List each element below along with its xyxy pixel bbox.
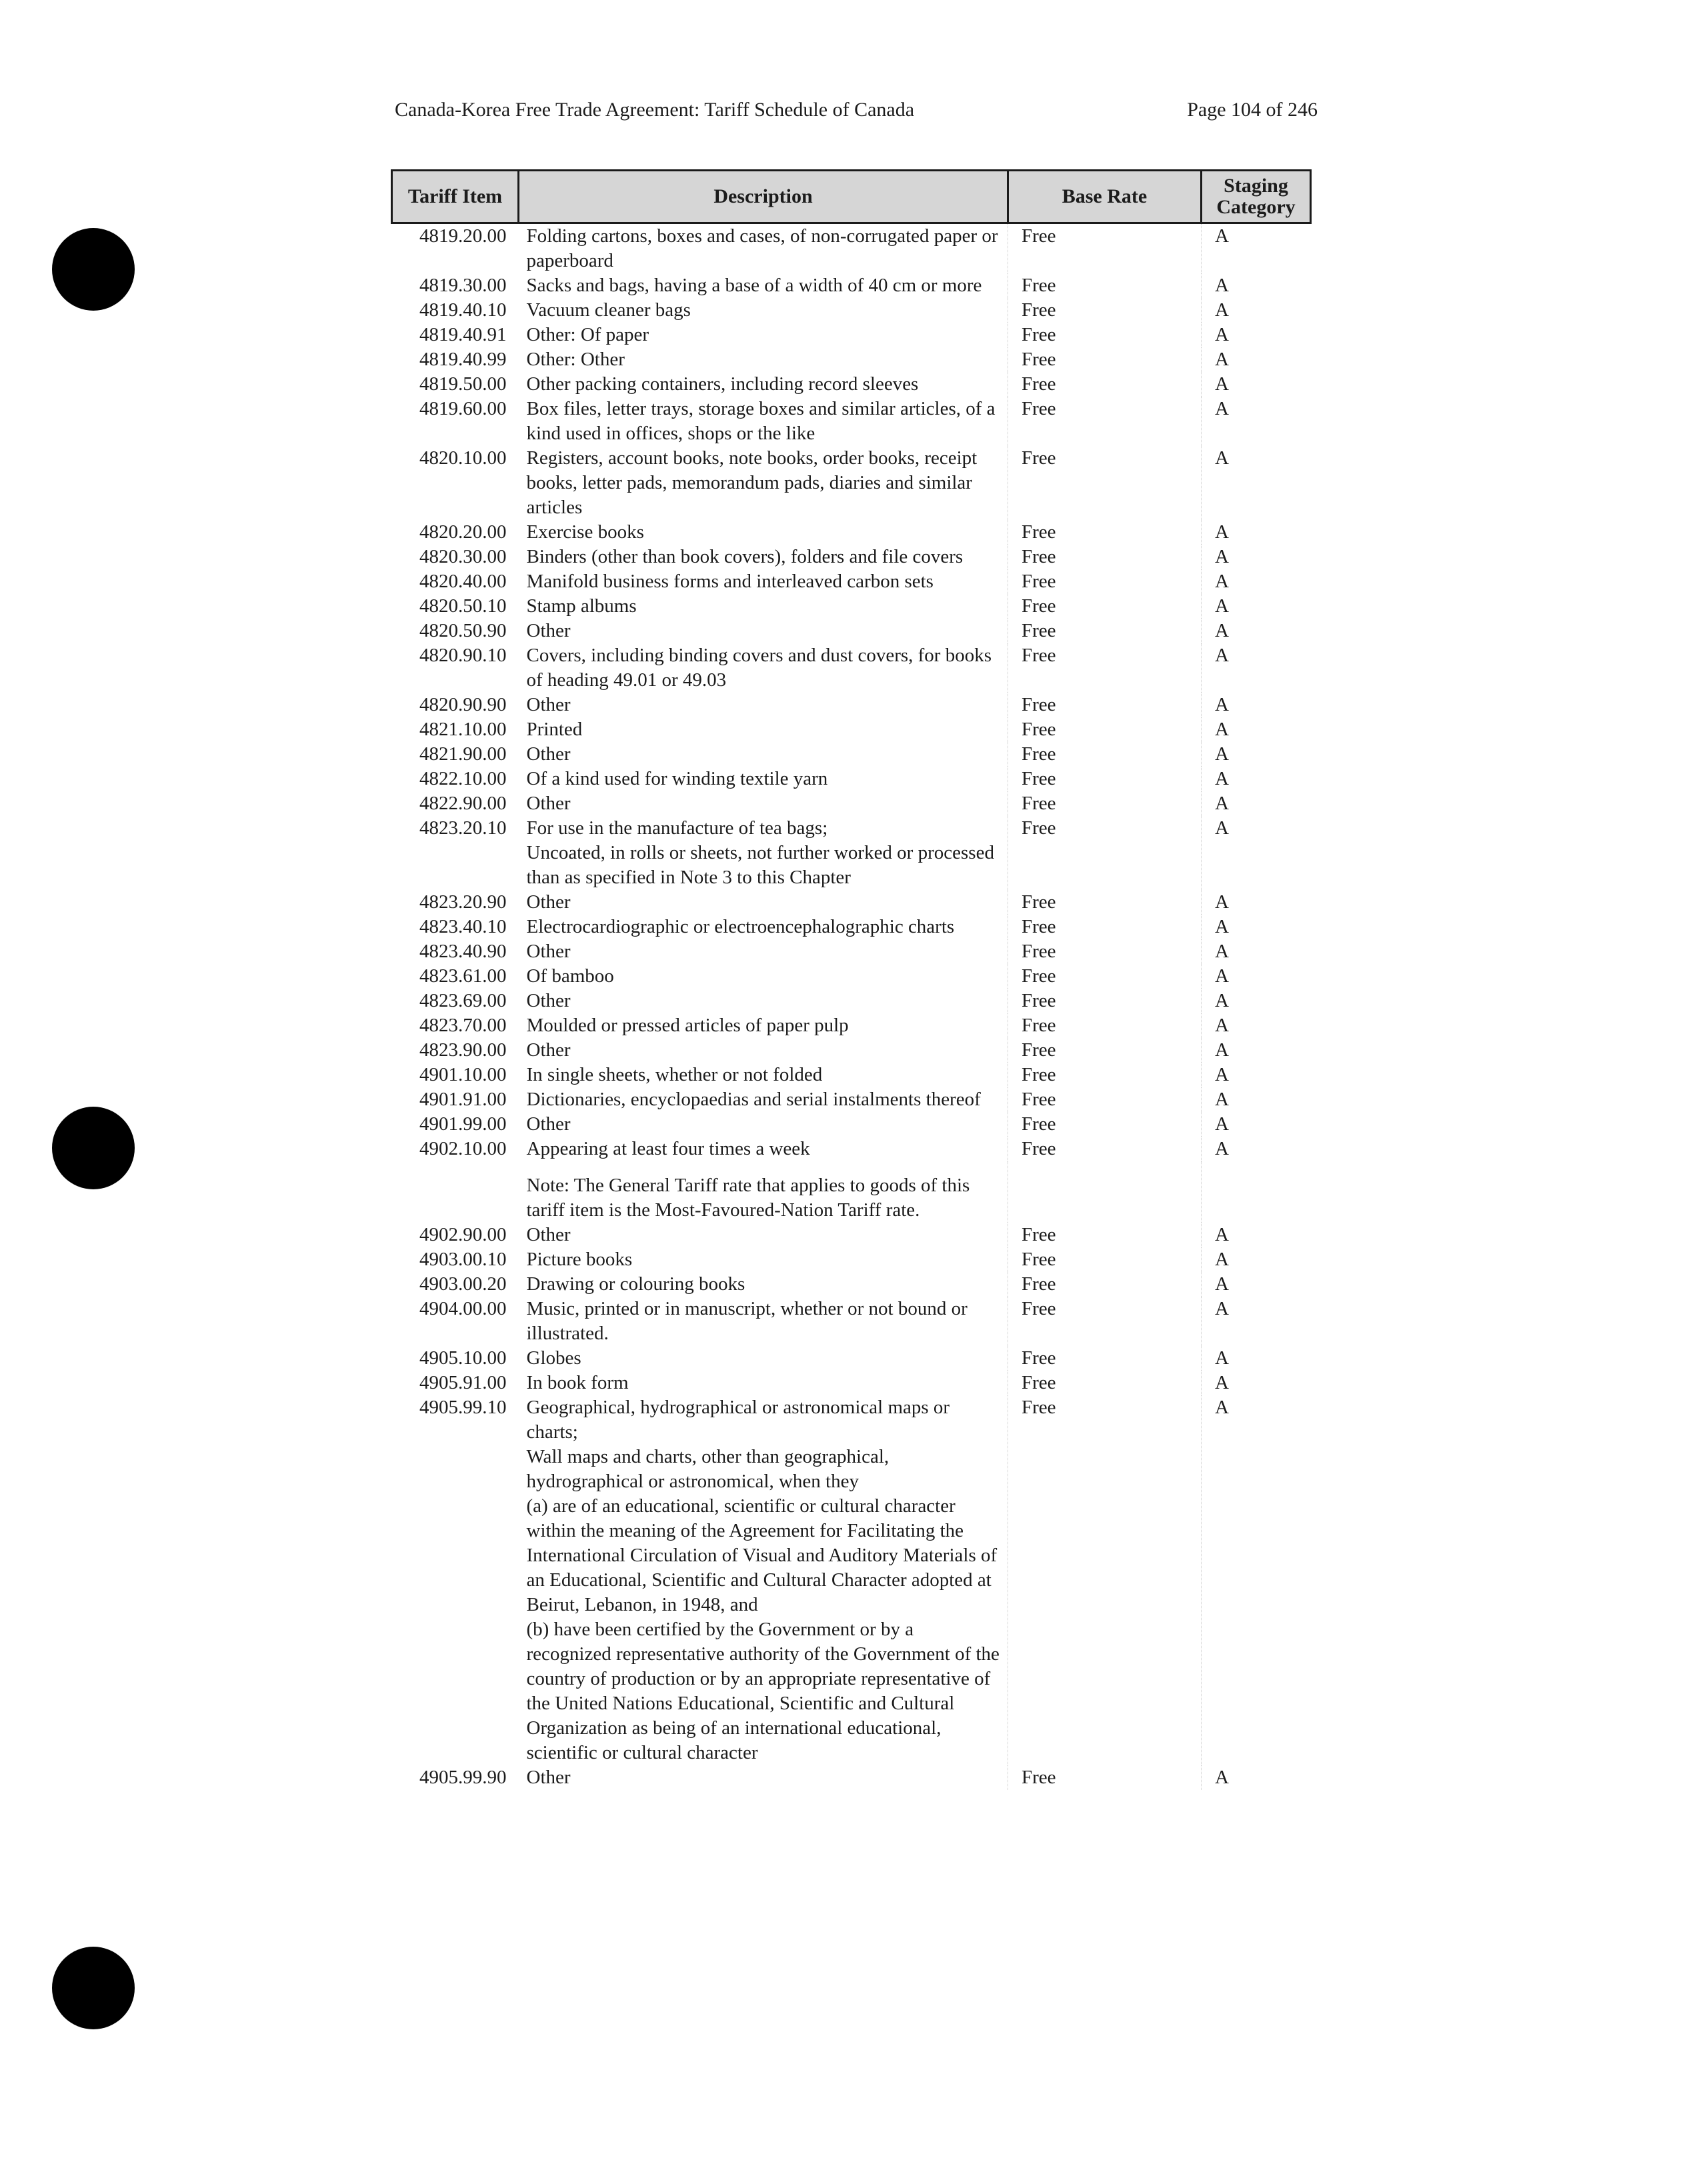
tariff-item-cell: 4820.30.00: [419, 546, 507, 567]
tariff-item-cell: 4820.90.90: [419, 694, 507, 715]
description-cell: Printed: [526, 719, 583, 740]
staging-category-cell: A: [1202, 273, 1311, 298]
tariff-item-cell: 4819.40.91: [419, 324, 507, 345]
base-rate-cell: Free: [1008, 1063, 1202, 1087]
staging-category-cell: A: [1202, 323, 1311, 347]
tariff-table: [391, 169, 1312, 1790]
description-cell: Other: [526, 941, 571, 962]
description-cell: Other: [526, 1767, 571, 1788]
table-row: [392, 1371, 1311, 1395]
staging-category-cell: A: [1202, 989, 1311, 1013]
table-row: [392, 742, 1311, 767]
document-title: Canada-Korea Free Trade Agreement: Tariff Schedule of Canada: [395, 99, 915, 121]
tariff-item-cell: 4901.10.00: [419, 1064, 507, 1085]
tariff-item-cell: 4901.91.00: [419, 1089, 507, 1110]
table-row: [392, 594, 1311, 619]
base-rate-cell: Free: [1008, 569, 1202, 594]
base-rate-cell: Free: [1008, 347, 1202, 372]
base-rate-cell: [1008, 1161, 1202, 1223]
tariff-item-cell: 4823.90.00: [419, 1039, 507, 1061]
description-cell: Registers, account books, note books, order books, receipt books, letter pads, memorandum pads, diaries and similar articles: [526, 447, 978, 518]
description-cell: Electrocardiographic or electroencephalographic charts: [526, 916, 955, 937]
description-cell: Binders (other than book covers), folders and file covers: [526, 546, 964, 567]
description-cell: Box files, letter trays, storage boxes and similar articles, of a kind used in offices, shops or the like: [526, 398, 996, 444]
staging-category-cell: A: [1202, 446, 1311, 520]
staging-category-cell: A: [1202, 1346, 1311, 1371]
page-number: Page 104 of 246: [1187, 99, 1318, 121]
column-header-description: Description: [519, 171, 1008, 223]
description-cell: Sacks and bags, having a base of a width of 40 cm or more: [526, 275, 982, 296]
table-row: [392, 1346, 1311, 1371]
base-rate-cell: Free: [1008, 1395, 1202, 1765]
table-row: [392, 1297, 1311, 1346]
base-rate-cell: Free: [1008, 1297, 1202, 1346]
tariff-item-cell: 4903.00.10: [419, 1249, 507, 1270]
table-row: [392, 816, 1311, 890]
staging-category-cell: A: [1202, 767, 1311, 791]
page-header: [395, 99, 1318, 132]
table-row: [392, 273, 1311, 298]
staging-category-cell: A: [1202, 742, 1311, 767]
table-row: [392, 915, 1311, 939]
base-rate-cell: Free: [1008, 520, 1202, 545]
tariff-item-cell: 4823.69.00: [419, 990, 507, 1011]
description-cell: In book form: [526, 1372, 629, 1393]
staging-category-cell: A: [1202, 1087, 1311, 1112]
description-cell: Exercise books: [526, 521, 644, 543]
staging-category-cell: A: [1202, 1297, 1311, 1346]
staging-category-cell: A: [1202, 693, 1311, 717]
base-rate-cell: Free: [1008, 619, 1202, 643]
description-cell: Other: [526, 743, 571, 765]
tariff-item-cell: 4822.90.00: [419, 793, 507, 814]
table-row: [392, 1087, 1311, 1112]
table-row: [392, 791, 1311, 816]
table-body: [392, 223, 1311, 1791]
base-rate-cell: Free: [1008, 298, 1202, 323]
tariff-item-cell: 4823.20.10: [419, 817, 507, 839]
staging-category-cell: A: [1202, 1765, 1311, 1790]
staging-category-cell: A: [1202, 816, 1311, 890]
staging-category-cell: A: [1202, 939, 1311, 964]
base-rate-cell: Free: [1008, 1272, 1202, 1297]
description-cell: Other: [526, 891, 571, 913]
table-row: [392, 767, 1311, 791]
tariff-item-cell: 4905.99.10: [419, 1397, 507, 1418]
base-rate-cell: Free: [1008, 397, 1202, 446]
staging-category-cell: [1202, 1161, 1311, 1223]
description-cell: Of a kind used for winding textile yarn: [526, 768, 828, 789]
base-rate-cell: Free: [1008, 1346, 1202, 1371]
staging-category-cell: A: [1202, 1223, 1311, 1247]
base-rate-cell: Free: [1008, 939, 1202, 964]
staging-category-cell: A: [1202, 1247, 1311, 1272]
base-rate-cell: Free: [1008, 1765, 1202, 1790]
description-cell: Other: [526, 694, 571, 715]
staging-category-cell: A: [1202, 791, 1311, 816]
tariff-item-cell: 4819.40.10: [419, 299, 507, 321]
tariff-item-cell: 4821.90.00: [419, 743, 507, 765]
staging-category-cell: A: [1202, 347, 1311, 372]
table-row: [392, 1247, 1311, 1272]
table-row: [392, 520, 1311, 545]
description-cell: Other: [526, 620, 571, 641]
tariff-item-cell: 4820.90.10: [419, 645, 507, 666]
description-cell: Other: [526, 1039, 571, 1061]
base-rate-cell: Free: [1008, 989, 1202, 1013]
tariff-item-cell: 4823.20.90: [419, 891, 507, 913]
staging-category-cell: A: [1202, 1013, 1311, 1038]
base-rate-cell: Free: [1008, 693, 1202, 717]
description-cell: Other: [526, 1113, 571, 1135]
description-cell: For use in the manufacture of tea bags; Uncoated, in rolls or sheets, not further worked or processed than as specified in Note 3 to this Chapter: [526, 817, 994, 888]
table-row: [392, 223, 1311, 274]
base-rate-cell: Free: [1008, 643, 1202, 693]
table-row: [392, 1038, 1311, 1063]
base-rate-cell: Free: [1008, 323, 1202, 347]
staging-category-cell: A: [1202, 520, 1311, 545]
table-row: [392, 717, 1311, 742]
base-rate-cell: Free: [1008, 545, 1202, 569]
table-row: [392, 890, 1311, 915]
tariff-item-cell: 4820.50.10: [419, 595, 507, 617]
staging-category-cell: A: [1202, 223, 1311, 274]
staging-category-cell: A: [1202, 594, 1311, 619]
staging-category-cell: A: [1202, 1137, 1311, 1161]
table-row: [392, 372, 1311, 397]
tariff-item-cell: 4902.10.00: [419, 1138, 507, 1159]
binder-hole: [52, 1107, 135, 1189]
tariff-item-cell: 4820.10.00: [419, 447, 507, 469]
base-rate-cell: Free: [1008, 742, 1202, 767]
base-rate-cell: Free: [1008, 1013, 1202, 1038]
staging-category-cell: A: [1202, 890, 1311, 915]
staging-category-cell: A: [1202, 397, 1311, 446]
description-cell: Vacuum cleaner bags: [526, 299, 691, 321]
staging-category-cell: A: [1202, 1112, 1311, 1137]
table-row: [392, 298, 1311, 323]
description-cell: Picture books: [526, 1249, 633, 1270]
description-cell: Folding cartons, boxes and cases, of non-corrugated paper or paperboard: [526, 225, 998, 271]
table-row: [392, 1272, 1311, 1297]
column-header-base-rate: Base Rate: [1008, 171, 1202, 223]
table-row: [392, 347, 1311, 372]
description-cell: Moulded or pressed articles of paper pulp: [526, 1015, 849, 1036]
tariff-item-cell: 4819.60.00: [419, 398, 507, 419]
binder-hole: [52, 1947, 135, 2029]
description-cell: Stamp albums: [526, 595, 637, 617]
staging-category-cell: A: [1202, 619, 1311, 643]
table-row: [392, 1013, 1311, 1038]
staging-category-cell: A: [1202, 569, 1311, 594]
tariff-item-cell: 4903.00.20: [419, 1273, 507, 1295]
description-cell: Of bamboo: [526, 965, 614, 987]
description-cell: Drawing or colouring books: [526, 1273, 745, 1295]
table-row: [392, 323, 1311, 347]
description-cell: Covers, including binding covers and dust covers, for books of heading 49.01 or 49.03: [526, 645, 992, 691]
tariff-item-cell: 4822.10.00: [419, 768, 507, 789]
table-row: [392, 446, 1311, 520]
tariff-item-cell: 4823.40.10: [419, 916, 507, 937]
base-rate-cell: Free: [1008, 1371, 1202, 1395]
tariff-item-cell: 4820.50.90: [419, 620, 507, 641]
base-rate-cell: Free: [1008, 372, 1202, 397]
note-row: [392, 1161, 1311, 1223]
tariff-item-cell: 4819.30.00: [419, 275, 507, 296]
column-header-tariff-item: Tariff Item: [392, 171, 519, 223]
base-rate-cell: Free: [1008, 446, 1202, 520]
staging-category-cell: A: [1202, 372, 1311, 397]
staging-category-cell: A: [1202, 717, 1311, 742]
table-row: [392, 1112, 1311, 1137]
tariff-item-cell: 4905.91.00: [419, 1372, 507, 1393]
base-rate-cell: Free: [1008, 1137, 1202, 1161]
staging-category-cell: A: [1202, 1063, 1311, 1087]
description-cell: Dictionaries, encyclopaedias and serial instalments thereof: [526, 1089, 981, 1110]
table-header: [392, 171, 1311, 223]
tariff-item-cell: 4902.90.00: [419, 1224, 507, 1245]
tariff-item-cell: 4904.00.00: [419, 1298, 507, 1319]
description-cell: Geographical, hydrographical or astronomical maps or charts; Wall maps and charts, other than geographical, hydrographical or astronomical, when they (a) are of an educational, scientific or cultural character within the meaning of the Agreement for Facilitating the International Circulation of Visual and Auditory Materials of an Educational, Scientific and Cultural Character adopted at Beirut, Lebanon, in 1948, and (b) have been certified by the Government or by a recognized representative authority of the Government of the country of production or by an appropriate representative of the United Nations Educational, Scientific and Cultural Organization as being of an international educational, scientific or cultural character: [526, 1397, 1000, 1763]
base-rate-cell: Free: [1008, 1087, 1202, 1112]
description-cell: Other: [526, 1224, 571, 1245]
tariff-item-cell: 4820.20.00: [419, 521, 507, 543]
description-cell: Other: Of paper: [526, 324, 649, 345]
table-row: [392, 1765, 1311, 1790]
base-rate-cell: Free: [1008, 1247, 1202, 1272]
table-row: [392, 939, 1311, 964]
base-rate-cell: Free: [1008, 1223, 1202, 1247]
description-cell: Other: [526, 990, 571, 1011]
base-rate-cell: Free: [1008, 1038, 1202, 1063]
tariff-item-cell: 4820.40.00: [419, 571, 507, 592]
tariff-item-cell: [392, 1161, 519, 1223]
tariff-item-cell: 4901.99.00: [419, 1113, 507, 1135]
table-row: [392, 619, 1311, 643]
tariff-item-cell: 4819.50.00: [419, 373, 507, 395]
base-rate-cell: Free: [1008, 816, 1202, 890]
table-row: [392, 1137, 1311, 1161]
base-rate-cell: Free: [1008, 767, 1202, 791]
base-rate-cell: Free: [1008, 273, 1202, 298]
binder-hole: [52, 228, 135, 311]
table-row: [392, 989, 1311, 1013]
base-rate-cell: Free: [1008, 223, 1202, 274]
tariff-item-cell: 4823.70.00: [419, 1015, 507, 1036]
table-row: [392, 693, 1311, 717]
table-row: [392, 1223, 1311, 1247]
staging-category-cell: A: [1202, 545, 1311, 569]
table-row: [392, 964, 1311, 989]
base-rate-cell: Free: [1008, 1112, 1202, 1137]
table-row: [392, 643, 1311, 693]
tariff-item-cell: 4905.10.00: [419, 1347, 507, 1369]
description-cell: Manifold business forms and interleaved carbon sets: [526, 571, 934, 592]
description-cell: Other packing containers, including record sleeves: [526, 373, 919, 395]
description-cell: Note: The General Tariff rate that applies to goods of this tariff item is the Most-Favoured-Nation Tariff rate.: [526, 1175, 970, 1221]
staging-category-cell: A: [1202, 964, 1311, 989]
table-row: [392, 1395, 1311, 1765]
base-rate-cell: Free: [1008, 964, 1202, 989]
tariff-item-cell: 4823.61.00: [419, 965, 507, 987]
description-cell: Appearing at least four times a week: [526, 1138, 810, 1159]
staging-category-cell: A: [1202, 1038, 1311, 1063]
table-row: [392, 569, 1311, 594]
column-header-staging-category: Staging Category: [1202, 171, 1311, 223]
tariff-item-cell: 4819.20.00: [419, 225, 507, 247]
staging-category-cell: A: [1202, 643, 1311, 693]
description-cell: Other: Other: [526, 349, 625, 370]
description-cell: In single sheets, whether or not folded: [526, 1064, 823, 1085]
staging-category-cell: A: [1202, 298, 1311, 323]
table-row: [392, 397, 1311, 446]
base-rate-cell: Free: [1008, 594, 1202, 619]
staging-category-cell: A: [1202, 1371, 1311, 1395]
staging-category-cell: A: [1202, 1395, 1311, 1765]
description-cell: Globes: [526, 1347, 581, 1369]
tariff-item-cell: 4905.99.90: [419, 1767, 507, 1788]
description-cell: Other: [526, 793, 571, 814]
table-row: [392, 545, 1311, 569]
base-rate-cell: Free: [1008, 717, 1202, 742]
staging-category-cell: A: [1202, 1272, 1311, 1297]
base-rate-cell: Free: [1008, 791, 1202, 816]
table-row: [392, 1063, 1311, 1087]
base-rate-cell: Free: [1008, 890, 1202, 915]
tariff-item-cell: 4821.10.00: [419, 719, 507, 740]
staging-category-cell: A: [1202, 915, 1311, 939]
description-cell: Music, printed or in manuscript, whether or not bound or illustrated.: [526, 1298, 968, 1344]
tariff-item-cell: 4823.40.90: [419, 941, 507, 962]
header-row: [392, 171, 1311, 223]
base-rate-cell: Free: [1008, 915, 1202, 939]
tariff-item-cell: 4819.40.99: [419, 349, 507, 370]
